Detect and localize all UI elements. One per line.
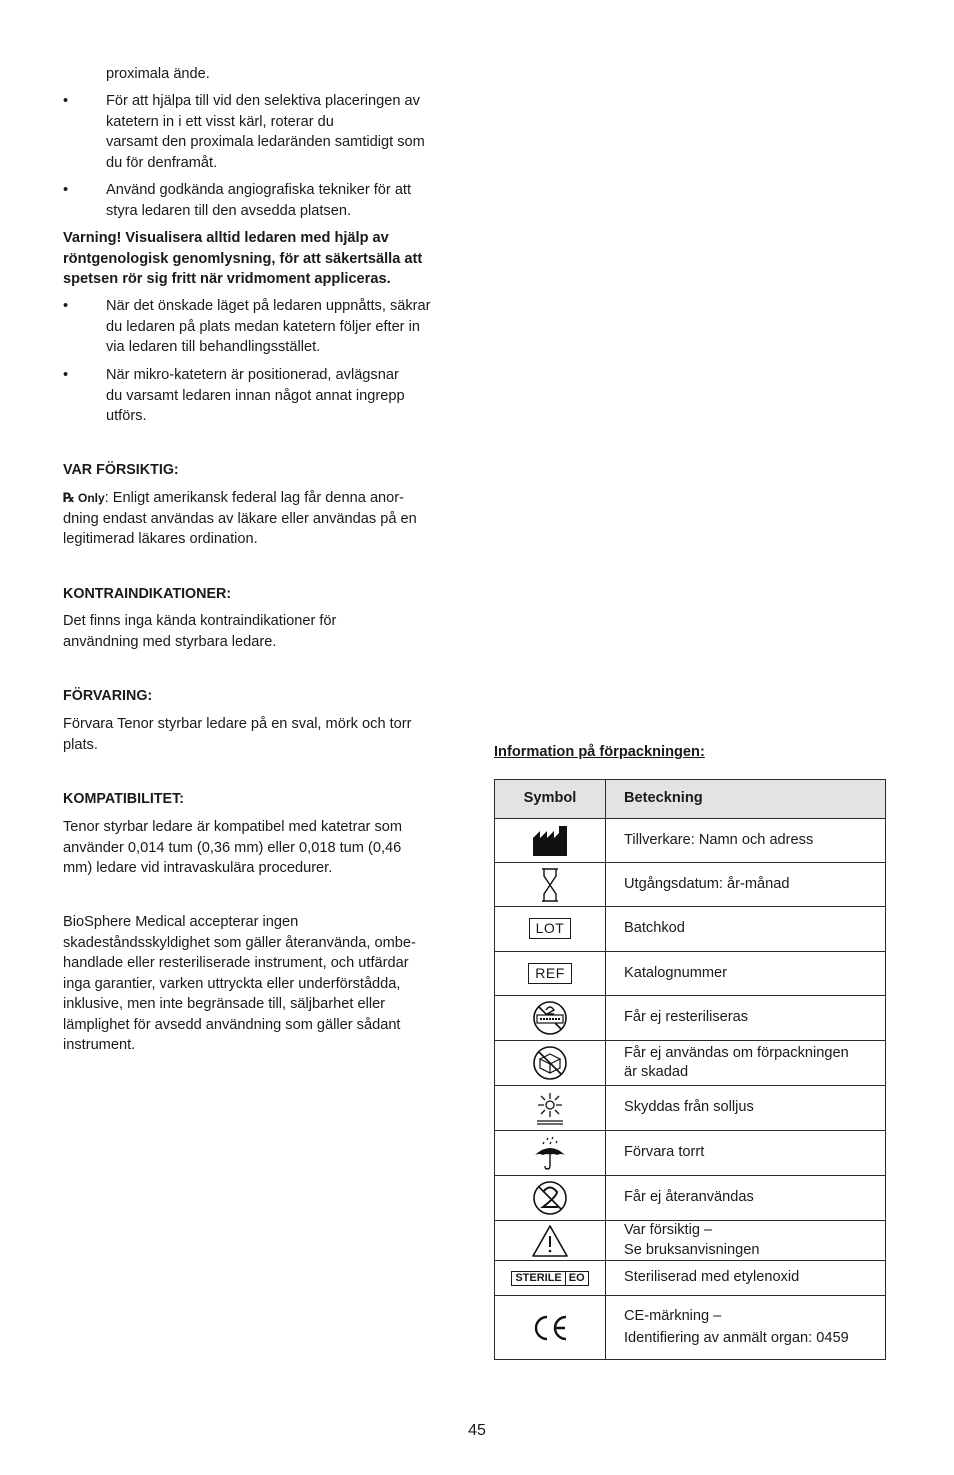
row-label: Tillverkare: Namn och adress [624, 831, 814, 848]
text-line: skadeståndsskyldighet som gäller återanvända, ombe- [63, 934, 416, 951]
do-not-reuse-icon [532, 1180, 568, 1216]
compatibility-paragraph [63, 817, 463, 879]
rx-symbol: ℞ [63, 490, 75, 505]
table-row [495, 1176, 886, 1221]
table-row [495, 1221, 886, 1261]
packaging-title: Information på förpackningen: [494, 744, 705, 760]
caution-paragraph [63, 488, 463, 550]
row-label: Får ej återanvändas [624, 1189, 754, 1206]
column-header-symbol: Symbol [495, 780, 606, 819]
table-row [495, 819, 886, 863]
do-not-resterilize-icon [532, 1000, 568, 1036]
continued-text: proximala ände. [106, 66, 210, 82]
table-row [495, 1086, 886, 1131]
column-header-description: Beteckning [606, 780, 886, 819]
text-line: Varning! Visualisera alltid ledaren med hjälp av [63, 230, 389, 246]
table-row [495, 907, 886, 952]
text-line: via ledaren till behandlingsstället. [106, 339, 321, 355]
text-line: inklusive, men inte begränsade till, säljbarhet eller [63, 996, 386, 1012]
table-row [495, 863, 886, 907]
text-line: lämplighet för avsedd användning som gäller sådant [63, 1016, 401, 1033]
text-line: dning endast användas av läkare eller användas på en [63, 510, 417, 527]
bullet: • [63, 298, 69, 314]
warning-paragraph [63, 228, 463, 290]
list-item [63, 91, 463, 175]
compatibility-heading: KOMPATIBILITET: [63, 791, 184, 807]
contraindications-paragraph [63, 611, 463, 652]
keep-dry-icon [532, 1135, 568, 1171]
text-line: utförs. [106, 408, 147, 424]
text-line: BioSphere Medical accepterar ingen [63, 914, 299, 930]
row-label: Får ej användas om förpackningen [624, 1044, 849, 1061]
row-label: Förvara torrt [624, 1144, 705, 1161]
ref-icon: REF [528, 963, 572, 984]
storage-paragraph [63, 714, 463, 755]
text-line: legitimerad läkares ordination. [63, 531, 258, 547]
table-header-row [495, 780, 886, 819]
text-line: Det finns inga kända kontraindikationer för [63, 613, 337, 629]
ce-mark-icon [530, 1313, 570, 1343]
page-number: 45 [468, 1422, 486, 1439]
sterile-eo-icon [511, 1271, 588, 1286]
text-line: katetern in i ett visst kärl, roterar du [106, 113, 334, 130]
text-line: mm) ledare vid intravaskulära procedurer. [63, 860, 333, 876]
text-line: du varsamt ledaren innan något annat ingrepp [106, 387, 405, 404]
bullet: • [63, 367, 69, 383]
contraindications-heading: KONTRAINDIKATIONER: [63, 586, 232, 602]
symbol-table [494, 779, 886, 1360]
text-line: använder 0,014 tum (0,36 mm) eller 0,018 tum (0,46 [63, 839, 402, 856]
table-row [495, 1131, 886, 1176]
lot-icon: LOT [529, 918, 572, 939]
row-label: Steriliserad med etylenoxid [624, 1269, 800, 1286]
text-line: : Enligt amerikansk federal lag får denna anor- [104, 490, 405, 506]
list-item [63, 365, 463, 428]
bullet: • [63, 93, 69, 109]
text-line: röntgenologisk genomlysning, för att säkertsälla att [63, 250, 423, 267]
text-line: varsamt den proximala ledaränden samtidigt som [106, 134, 425, 150]
text-line: plats. [63, 736, 98, 753]
text-line: spetsen rör sig fritt när vridmoment appliceras. [63, 271, 391, 287]
list-item [63, 296, 463, 359]
damaged-package-icon [532, 1045, 568, 1081]
row-label: CE-märkning – [624, 1307, 722, 1324]
list-item [63, 180, 463, 222]
text-line: Tenor styrbar ledare är kompatibel med katetrar som [63, 819, 403, 835]
text-line: inga garantier, varken uttryckta eller underförstådda, [63, 975, 401, 992]
text-line: För att hjälpa till vid den selektiva placeringen av [106, 93, 420, 109]
text-line: handlade eller resteriliserade instrument, och utfärdar [63, 955, 409, 971]
text-line: instrument. [63, 1037, 136, 1053]
text-line: Använd godkända angiografiska tekniker för att [106, 182, 412, 198]
disclaimer-paragraph [63, 912, 463, 1056]
table-row [495, 996, 886, 1041]
eo-label: EO [565, 1272, 588, 1285]
table-row [495, 952, 886, 996]
table-row [495, 1261, 886, 1296]
caution-heading: VAR FÖRSIKTIG: [63, 462, 179, 478]
text-line: du för denframåt. [106, 154, 218, 171]
row-label: Se bruksanvisningen [624, 1241, 760, 1258]
storage-heading: FÖRVARING: [63, 688, 153, 704]
table-row [495, 1296, 886, 1360]
row-label: är skadad [624, 1064, 689, 1080]
rx-only: Only [78, 491, 105, 505]
row-label: Var försiktig – [624, 1222, 713, 1238]
bullet: • [63, 182, 69, 198]
text-line: användning med styrbara ledare. [63, 633, 277, 650]
manufacturer-icon [532, 825, 568, 857]
keep-from-sunlight-icon [532, 1091, 568, 1125]
text-line: Förvara Tenor styrbar ledare på en sval, mörk och torr [63, 716, 412, 732]
row-label: Katalognummer [624, 964, 728, 981]
row-label: Utgångsdatum: år-månad [624, 875, 790, 892]
table-row [495, 1041, 886, 1086]
text-line: När det önskade läget på ledaren uppnåtts, säkrar [106, 298, 431, 314]
row-label: Identifiering av anmält organ: 0459 [624, 1330, 849, 1346]
hourglass-icon [540, 867, 560, 903]
row-label: Skyddas från solljus [624, 1099, 754, 1116]
sterile-label: STERILE [515, 1272, 562, 1285]
text-line: styra ledaren till den avsedda platsen. [106, 202, 352, 219]
row-label: Får ej resteriliseras [624, 1009, 749, 1026]
text-line: När mikro-katetern är positionerad, avlägsnar [106, 367, 399, 383]
text-line: du ledaren på plats medan katetern följer efter in [106, 318, 420, 335]
row-label: Batchkod [624, 920, 685, 937]
caution-icon [531, 1224, 569, 1258]
